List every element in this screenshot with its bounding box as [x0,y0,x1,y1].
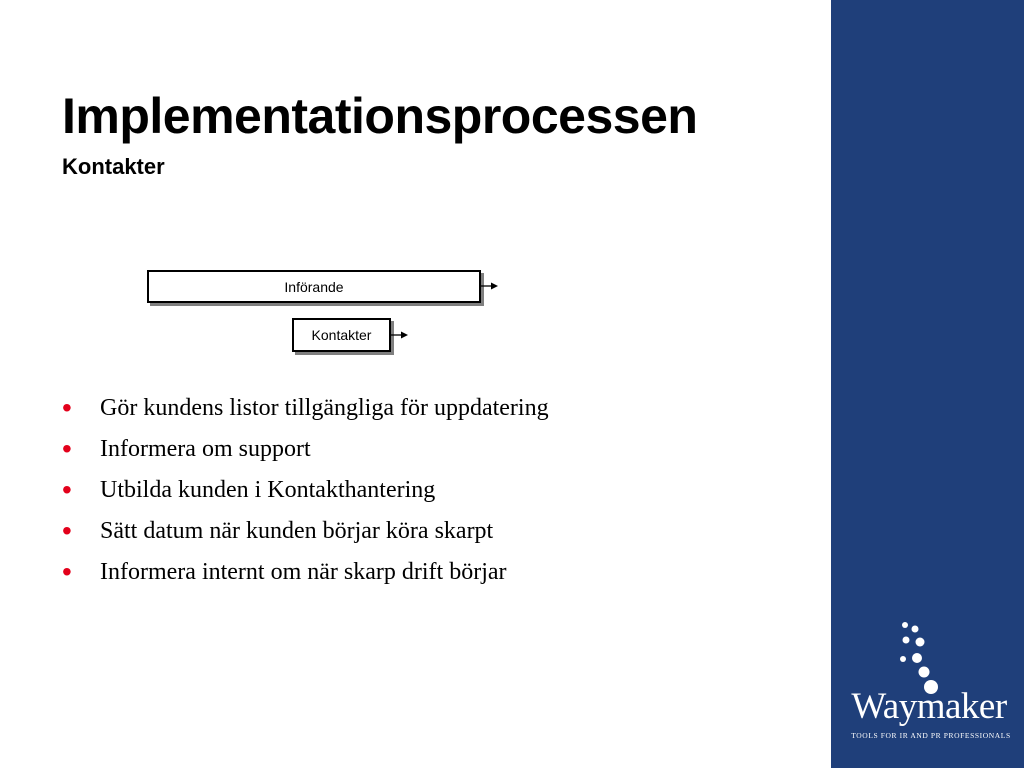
list-item [60,428,549,469]
list-item [60,387,549,428]
logo-wordmark: Waymaker [851,686,1007,727]
phase-box-kontakter [292,318,391,352]
bullet-list [60,387,549,592]
bullet-icon: • [62,392,72,423]
slide-subtitle: Kontakter [62,154,165,179]
bullet-text: Sätt datum när kunden börjar köra skarpt [100,518,494,544]
phase-label-kontakter: Kontakter [311,327,372,343]
list-item [60,469,549,510]
bullet-text: Informera internt om när skarp drift börjar [100,559,507,585]
bullet-text: Informera om support [100,436,311,462]
brand-sidebar [831,0,1024,768]
bullet-icon: • [62,433,72,464]
slide-title: Implementationsprocessen [62,88,698,144]
bullet-text: Gör kundens listor tillgängliga för uppdatering [100,395,549,421]
list-item [60,510,549,551]
bullet-icon: • [62,515,72,546]
bullet-text: Utbilda kunden i Kontakthantering [100,477,436,503]
phase-label-inforande: Införande [284,278,344,295]
arrow-right-icon [481,280,499,292]
phase-box-inforande [147,270,481,303]
logo-tagline: TOOLS FOR IR AND PR PROFESSIONALS [851,731,1011,740]
bullet-icon: • [62,556,72,587]
list-item [60,551,549,592]
arrow-right-icon [391,329,409,341]
bullet-icon: • [62,474,72,505]
